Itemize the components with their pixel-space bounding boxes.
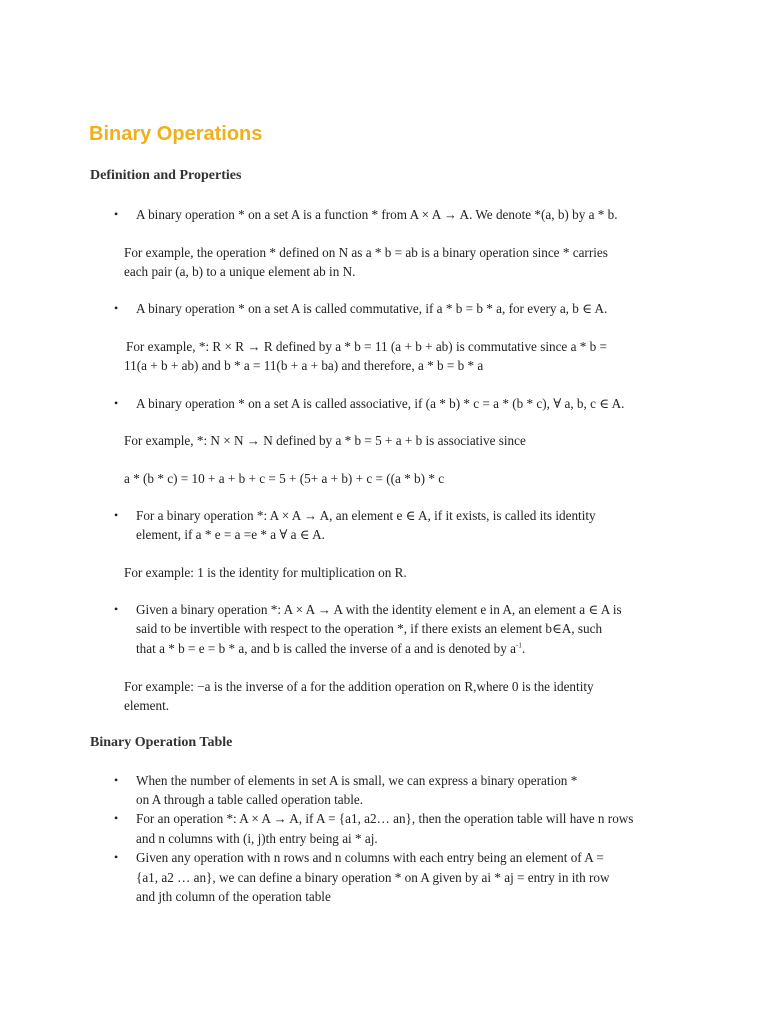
example-text: For example, *: R × R → R defined by a * b = 11 (a + b + ab) is commutative since a * b = [126,339,607,354]
bullet-text: Given any operation with n rows and n columns with each entry being an element of A = [136,850,604,865]
bullet-marker: • [114,396,119,410]
bullet-marker: • [114,508,119,522]
section-heading-definition: Definition and Properties [90,168,242,183]
bullet-text: element, if a * e = a =e * a ∀ a ∈ A. [136,527,325,542]
bullet-text: For an operation *: A × A → A, if A = {a1, a2… an}, then the operation table will have n rows [136,811,634,826]
bullet-text: and n columns with (i, j)th entry being ai * aj. [136,831,378,846]
bullet-text: on A through a table called operation table. [136,792,364,807]
bullet-text: A binary operation * on a set A is called associative, if (a * b) * c = a * (b * c), ∀ a, b, c ∈ A. [136,396,625,411]
bullet-text-main: that a * b = e = b * a, and b is called the inverse of a and is denoted by a [136,641,516,656]
bullet-text: that a * b = e = b * a, and b is called the inverse of a and is denoted by $a^{-1}$. [136,641,526,656]
example-text: a * (b * c) = 10 + a + b + c = 5 + (5+ a + b) + c = ((a * b) * c [124,471,445,486]
bullet-marker: • [114,301,119,315]
example-text: For example: −a is the inverse of a for the addition operation on R,where 0 is the identity [124,679,594,694]
inverse-superscript: -1 [515,641,522,650]
example-text: For example, *: N × N → N defined by a * b = 5 + a + b is associative since [124,433,526,448]
bullet-text: and jth column of the operation table [136,889,331,904]
bullet-text: A binary operation * on a set A is called commutative, if a * b = b * a, for every a, b ∈ A. [136,301,608,316]
page-title: Binary Operations [89,123,263,145]
example-text: 11(a + b + ab) and b * a = 11(b + a + ba) and therefore, a * b = b * a [124,358,484,373]
bullet-text: Given a binary operation *: A × A → A with the identity element e in A, an element a ∈ A is [136,602,622,617]
bullet-text: A binary operation * on a set A is a function * from A × A → A. We denote *(a, b) by a * b. [136,207,618,222]
bullet-text: said to be invertible with respect to the operation *, if there exists an element b∈A, such [136,621,603,636]
example-text: each pair (a, b) to a unique element ab in N. [124,264,356,279]
bullet-text: When the number of elements in set A is small, we can express a binary operation * [136,773,578,788]
bullet-text: For a binary operation *: A × A → A, an element e ∈ A, if it exists, is called its identity [136,508,596,523]
bullet-marker: • [114,811,119,825]
bullet-text: {a1, a2 … an}, we can define a binary operation * on A given by ai * aj = entry in ith row [136,870,610,885]
bullet-marker: • [114,850,119,864]
example-text: element. [124,698,170,713]
bullet-marker: • [114,773,119,787]
example-text: For example: 1 is the identity for multiplication on R. [124,565,407,580]
example-text: For example, the operation * defined on N as a * b = ab is a binary operation since * carries [124,245,608,260]
section-heading-table: Binary Operation Table [90,735,233,750]
bullet-marker: • [114,602,119,616]
bullet-marker: • [114,207,119,221]
